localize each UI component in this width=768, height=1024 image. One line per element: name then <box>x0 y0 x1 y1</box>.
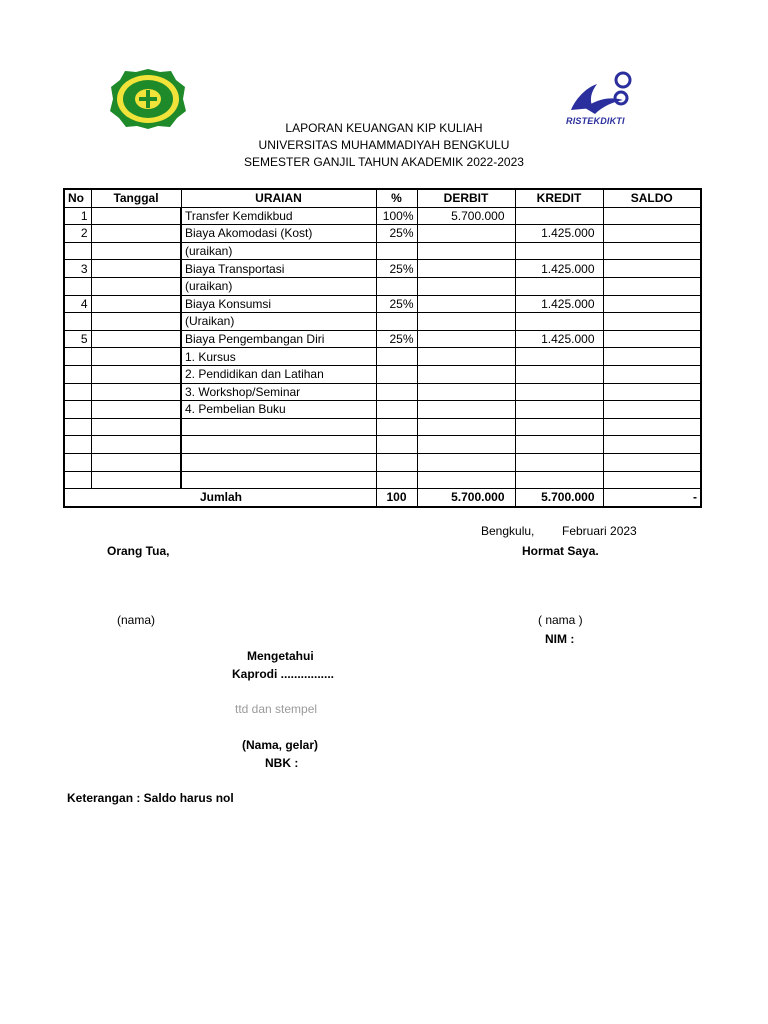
cell-uraian: 1. Kursus <box>181 348 376 366</box>
cell-no <box>64 313 91 331</box>
cell-no <box>64 348 91 366</box>
table-row <box>64 453 701 471</box>
cell-saldo <box>603 207 701 225</box>
cell-uraian: Transfer Kemdikbud <box>181 207 376 225</box>
cell-tanggal <box>91 242 181 260</box>
cell-tanggal <box>91 453 181 471</box>
cell-no <box>64 453 91 471</box>
cell-no: 4 <box>64 295 91 313</box>
cell-tanggal <box>91 225 181 243</box>
col-header-pct: % <box>376 189 417 207</box>
cell-debit <box>417 295 515 313</box>
cell-kredit <box>515 401 603 419</box>
signature-date: Februari 2023 <box>562 524 637 538</box>
cell-no <box>64 436 91 454</box>
cell-saldo <box>603 453 701 471</box>
cell-uraian: (Uraikan) <box>181 313 376 331</box>
cell-uraian: Biaya Akomodasi (Kost) <box>181 225 376 243</box>
cell-kredit <box>515 242 603 260</box>
cell-no <box>64 401 91 419</box>
cell-tanggal <box>91 313 181 331</box>
cell-pct <box>376 418 417 436</box>
cell-saldo <box>603 348 701 366</box>
cell-tanggal <box>91 277 181 295</box>
finance-table <box>63 188 702 508</box>
cell-no: 3 <box>64 260 91 278</box>
cell-kredit <box>515 313 603 331</box>
table-row <box>64 401 701 419</box>
total-debit: 5.700.000 <box>417 489 515 507</box>
cell-debit <box>417 365 515 383</box>
cell-debit <box>417 277 515 295</box>
cell-uraian: Biaya Pengembangan Diri <box>181 330 376 348</box>
report-title: LAPORAN KEUANGAN KIP KULIAH <box>285 121 483 135</box>
stamp-placeholder: ttd dan stempel <box>235 702 318 716</box>
cell-debit <box>417 348 515 366</box>
parent-name: (nama) <box>117 613 156 627</box>
total-saldo: - <box>603 489 701 507</box>
cell-uraian: 2. Pendidikan dan Latihan <box>181 365 376 383</box>
col-header-tanggal: Tanggal <box>91 189 181 207</box>
table-row <box>64 225 701 243</box>
cell-kredit <box>515 365 603 383</box>
table-row <box>64 260 701 278</box>
note: Keterangan : Saldo harus nol <box>67 791 234 805</box>
cell-kredit: 1.425.000 <box>515 295 603 313</box>
cell-kredit <box>515 207 603 225</box>
cell-no <box>64 471 91 489</box>
mengetahui-label: Mengetahui <box>247 649 314 663</box>
signature-place: Bengkulu, <box>481 524 535 538</box>
cell-debit <box>417 453 515 471</box>
cell-kredit <box>515 383 603 401</box>
cell-tanggal <box>91 330 181 348</box>
cell-kredit <box>515 277 603 295</box>
table-row <box>64 365 701 383</box>
cell-debit <box>417 313 515 331</box>
total-kredit: 5.700.000 <box>515 489 603 507</box>
cell-pct: 25% <box>376 295 417 313</box>
parent-label: Orang Tua, <box>107 544 170 558</box>
table-row <box>64 330 701 348</box>
table-row <box>64 348 701 366</box>
cell-no: 2 <box>64 225 91 243</box>
cell-kredit <box>515 453 603 471</box>
university-name: UNIVERSITAS MUHAMMADIYAH BENGKULU <box>258 138 510 152</box>
cell-tanggal <box>91 383 181 401</box>
col-header-debit: DERBIT <box>417 189 515 207</box>
cell-debit <box>417 383 515 401</box>
cell-kredit: 1.425.000 <box>515 260 603 278</box>
table-row <box>64 471 701 489</box>
cell-pct <box>376 383 417 401</box>
col-header-kredit: KREDIT <box>515 189 603 207</box>
cell-uraian: (uraikan) <box>181 242 376 260</box>
cell-saldo <box>603 242 701 260</box>
respect-label: Hormat Saya. <box>522 544 599 558</box>
cell-no <box>64 418 91 436</box>
cell-pct <box>376 348 417 366</box>
cell-debit <box>417 471 515 489</box>
cell-kredit <box>515 436 603 454</box>
cell-no <box>64 383 91 401</box>
cell-debit <box>417 225 515 243</box>
cell-no: 1 <box>64 207 91 225</box>
cell-pct <box>376 242 417 260</box>
table-row <box>64 436 701 454</box>
col-header-no: No <box>64 189 91 207</box>
cell-uraian <box>181 471 376 489</box>
cell-saldo <box>603 277 701 295</box>
cell-pct <box>376 471 417 489</box>
cell-saldo <box>603 225 701 243</box>
ristekdikti-logo-text: RISTEKDIKTI <box>566 116 625 126</box>
cell-pct <box>376 313 417 331</box>
cell-saldo <box>603 471 701 489</box>
cell-debit <box>417 436 515 454</box>
cell-tanggal <box>91 260 181 278</box>
semester-line: SEMESTER GANJIL TAHUN AKADEMIK 2022-2023 <box>244 155 524 169</box>
cell-uraian <box>181 436 376 454</box>
cell-saldo <box>603 365 701 383</box>
cell-tanggal <box>91 365 181 383</box>
cell-kredit: 1.425.000 <box>515 330 603 348</box>
table-row <box>64 295 701 313</box>
cell-pct <box>376 436 417 454</box>
cell-no: 5 <box>64 330 91 348</box>
table-row <box>64 277 701 295</box>
cell-debit <box>417 330 515 348</box>
total-row <box>64 489 701 507</box>
total-pct: 100 <box>376 489 417 507</box>
cell-uraian: Biaya Konsumsi <box>181 295 376 313</box>
col-header-saldo: SALDO <box>603 189 701 207</box>
table-row <box>64 383 701 401</box>
cell-debit <box>417 260 515 278</box>
cell-debit <box>417 242 515 260</box>
cell-tanggal <box>91 207 181 225</box>
cell-kredit <box>515 418 603 436</box>
name-title-label: (Nama, gelar) <box>242 738 319 752</box>
cell-pct: 25% <box>376 260 417 278</box>
cell-pct <box>376 365 417 383</box>
cell-tanggal <box>91 436 181 454</box>
cell-pct: 25% <box>376 330 417 348</box>
cell-uraian <box>181 453 376 471</box>
table-row <box>64 242 701 260</box>
cell-no <box>64 365 91 383</box>
cell-kredit <box>515 348 603 366</box>
cell-debit <box>417 418 515 436</box>
cell-pct <box>376 277 417 295</box>
cell-uraian: (uraikan) <box>181 277 376 295</box>
cell-pct <box>376 453 417 471</box>
table-row <box>64 313 701 331</box>
cell-kredit: 1.425.000 <box>515 225 603 243</box>
cell-saldo <box>603 295 701 313</box>
cell-saldo <box>603 260 701 278</box>
student-name: ( nama ) <box>538 613 583 627</box>
cell-pct <box>376 401 417 419</box>
cell-tanggal <box>91 401 181 419</box>
cell-tanggal <box>91 418 181 436</box>
cell-uraian: 4. Pembelian Buku <box>181 401 376 419</box>
cell-saldo <box>603 436 701 454</box>
cell-saldo <box>603 330 701 348</box>
cell-pct: 25% <box>376 225 417 243</box>
cell-saldo <box>603 313 701 331</box>
cell-uraian <box>181 418 376 436</box>
cell-tanggal <box>91 295 181 313</box>
table-row <box>64 207 701 225</box>
cell-saldo <box>603 383 701 401</box>
cell-tanggal <box>91 348 181 366</box>
cell-saldo <box>603 401 701 419</box>
total-label: Jumlah <box>64 489 376 507</box>
nim-label: NIM : <box>545 632 575 646</box>
cell-no <box>64 242 91 260</box>
cell-uraian: Biaya Transportasi <box>181 260 376 278</box>
table-header-row <box>64 189 701 207</box>
cell-saldo <box>603 418 701 436</box>
col-header-uraian: URAIAN <box>181 189 376 207</box>
cell-debit <box>417 401 515 419</box>
cell-debit: 5.700.000 <box>417 207 515 225</box>
cell-kredit <box>515 471 603 489</box>
cell-uraian: 3. Workshop/Seminar <box>181 383 376 401</box>
kaprodi-label: Kaprodi ................ <box>232 667 335 681</box>
cell-pct: 100% <box>376 207 417 225</box>
nbk-label: NBK : <box>265 756 299 770</box>
table-row <box>64 418 701 436</box>
cell-tanggal <box>91 471 181 489</box>
cell-no <box>64 277 91 295</box>
